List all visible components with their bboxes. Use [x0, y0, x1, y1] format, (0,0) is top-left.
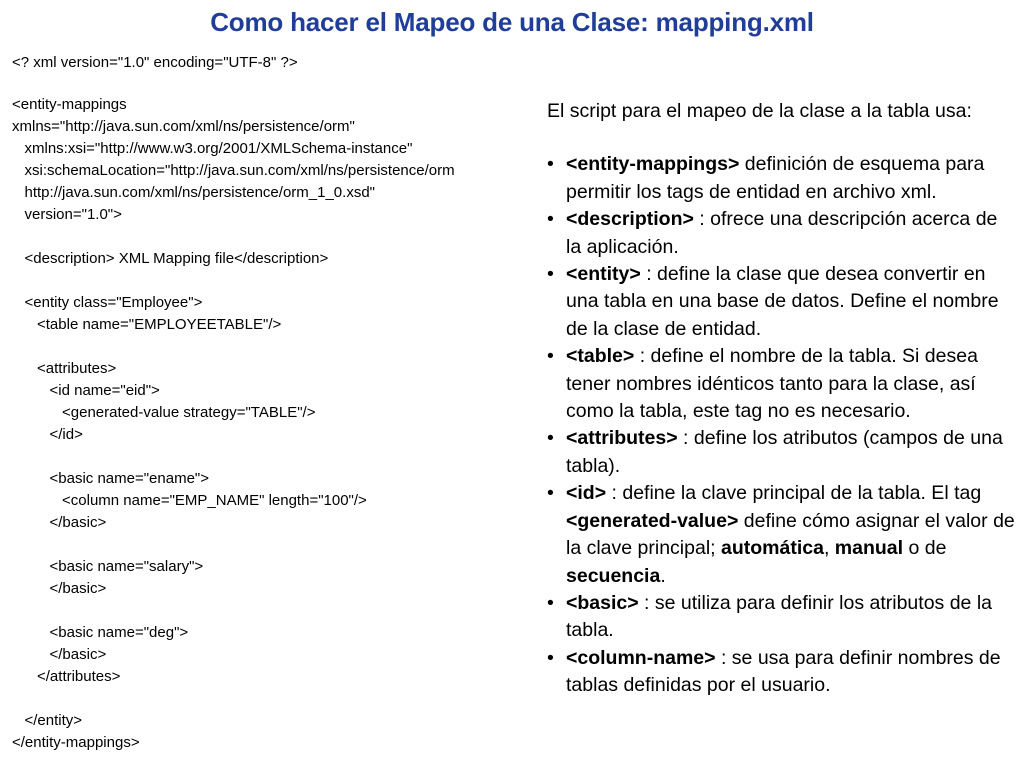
code-line: http://java.sun.com/xml/ns/persistence/orm_1_0.xsd"	[12, 184, 375, 201]
code-line: </attributes>	[12, 668, 121, 685]
bullet-icon: •	[547, 646, 554, 669]
tag-description: : define el nombre de la tabla. Si desea tener nombres idénticos tanto para la clase, así como la tabla, este tag no es necesario.	[566, 345, 978, 423]
tag-description: define cómo asignar el valor de la clave principal;	[566, 509, 1015, 560]
code-line: <table name="EMPLOYEETABLE"/>	[12, 316, 282, 333]
tag-name: <description>	[566, 208, 694, 231]
separator-text: o de	[903, 537, 947, 560]
tag-name: <generated-value>	[566, 509, 739, 532]
code-line: </basic>	[12, 514, 107, 531]
list-item-column-name	[547, 645, 1017, 700]
list-item-attributes	[547, 425, 1017, 480]
explanation-panel	[547, 98, 1017, 700]
intro-text: El script para el mapeo de la clase a la tabla usa:	[547, 100, 972, 122]
tag-description: : ofrece una descripción acerca de la aplicación.	[566, 208, 998, 258]
code-line: <column name="EMP_NAME" length="100"/>	[12, 492, 367, 509]
code-line: <attributes>	[12, 360, 117, 377]
code-line: </entity-mappings>	[12, 734, 140, 751]
bullet-icon: •	[547, 153, 554, 176]
code-line: </entity>	[12, 712, 83, 729]
bullet-icon: •	[547, 482, 554, 505]
code-line: <entity-mappings	[12, 96, 127, 113]
separator-text: ,	[823, 537, 835, 560]
tag-list	[547, 151, 1017, 699]
bullet-icon: •	[547, 345, 554, 368]
tag-name: <entity>	[566, 263, 641, 286]
tag-name: <column-name>	[566, 646, 716, 669]
list-item-id	[547, 480, 1017, 590]
tag-description: : define la clave principal de la tabla. El tag	[606, 482, 982, 505]
tag-name: <table>	[566, 345, 635, 368]
tag-name: <id>	[566, 482, 607, 505]
code-line: xmlns="http://java.sun.com/xml/ns/persistence/orm"	[12, 118, 355, 135]
code-line: xmlns:xsi="http://www.w3.org/2001/XMLSchema-instance"	[12, 140, 413, 157]
tag-description: definición de esquema para permitir los tags de entidad en archivo xml.	[566, 153, 985, 203]
list-item-basic	[547, 590, 1017, 645]
emphasis-text: secuencia	[566, 564, 661, 587]
code-line: <generated-value strategy="TABLE"/>	[12, 404, 316, 421]
bullet-icon: •	[547, 208, 554, 231]
tag-description: : se utiliza para definir los atributos de la tabla.	[566, 591, 992, 642]
bullet-icon: •	[547, 263, 554, 286]
separator-text: .	[660, 564, 666, 587]
emphasis-text: automática	[721, 537, 824, 560]
list-item-entity-mappings	[547, 151, 1017, 206]
tag-name: <attributes>	[566, 427, 678, 450]
code-line: <entity class="Employee">	[12, 294, 203, 311]
code-line: </id>	[12, 426, 83, 443]
slide-title: Como hacer el Mapeo de una Clase: mapping.xml	[210, 7, 814, 37]
tag-description: : define la clase que desea convertir en una tabla en una base de datos. Define el nombre de la clase de entidad.	[566, 263, 999, 340]
bullet-icon: •	[547, 591, 554, 614]
code-line: </basic>	[12, 646, 107, 663]
code-line: <basic name="deg">	[12, 624, 189, 641]
bullet-icon: •	[547, 427, 554, 450]
code-line: <id name="eid">	[12, 382, 160, 399]
list-item-table	[547, 343, 1017, 425]
list-item-description	[547, 206, 1017, 261]
code-line: </basic>	[12, 580, 107, 597]
tag-description: : se usa para definir nombres de tablas definidas por el usuario.	[566, 646, 1001, 697]
code-line: version="1.0">	[12, 206, 122, 223]
code-line: <basic name="ename">	[12, 470, 210, 487]
code-line: <basic name="salary">	[12, 558, 204, 575]
code-line: <? xml version="1.0" encoding="UTF-8" ?>	[12, 54, 298, 71]
code-line: <description> XML Mapping file</description>	[12, 250, 329, 267]
tag-name: <entity-mappings>	[566, 153, 740, 176]
tag-name: <basic>	[566, 591, 639, 614]
tag-description: : define los atributos (campos de una tabla).	[566, 427, 1003, 477]
code-line: xsi:schemaLocation="http://java.sun.com/xml/ns/persistence/orm	[12, 162, 455, 179]
emphasis-text: manual	[834, 537, 904, 560]
list-item-entity	[547, 261, 1017, 343]
